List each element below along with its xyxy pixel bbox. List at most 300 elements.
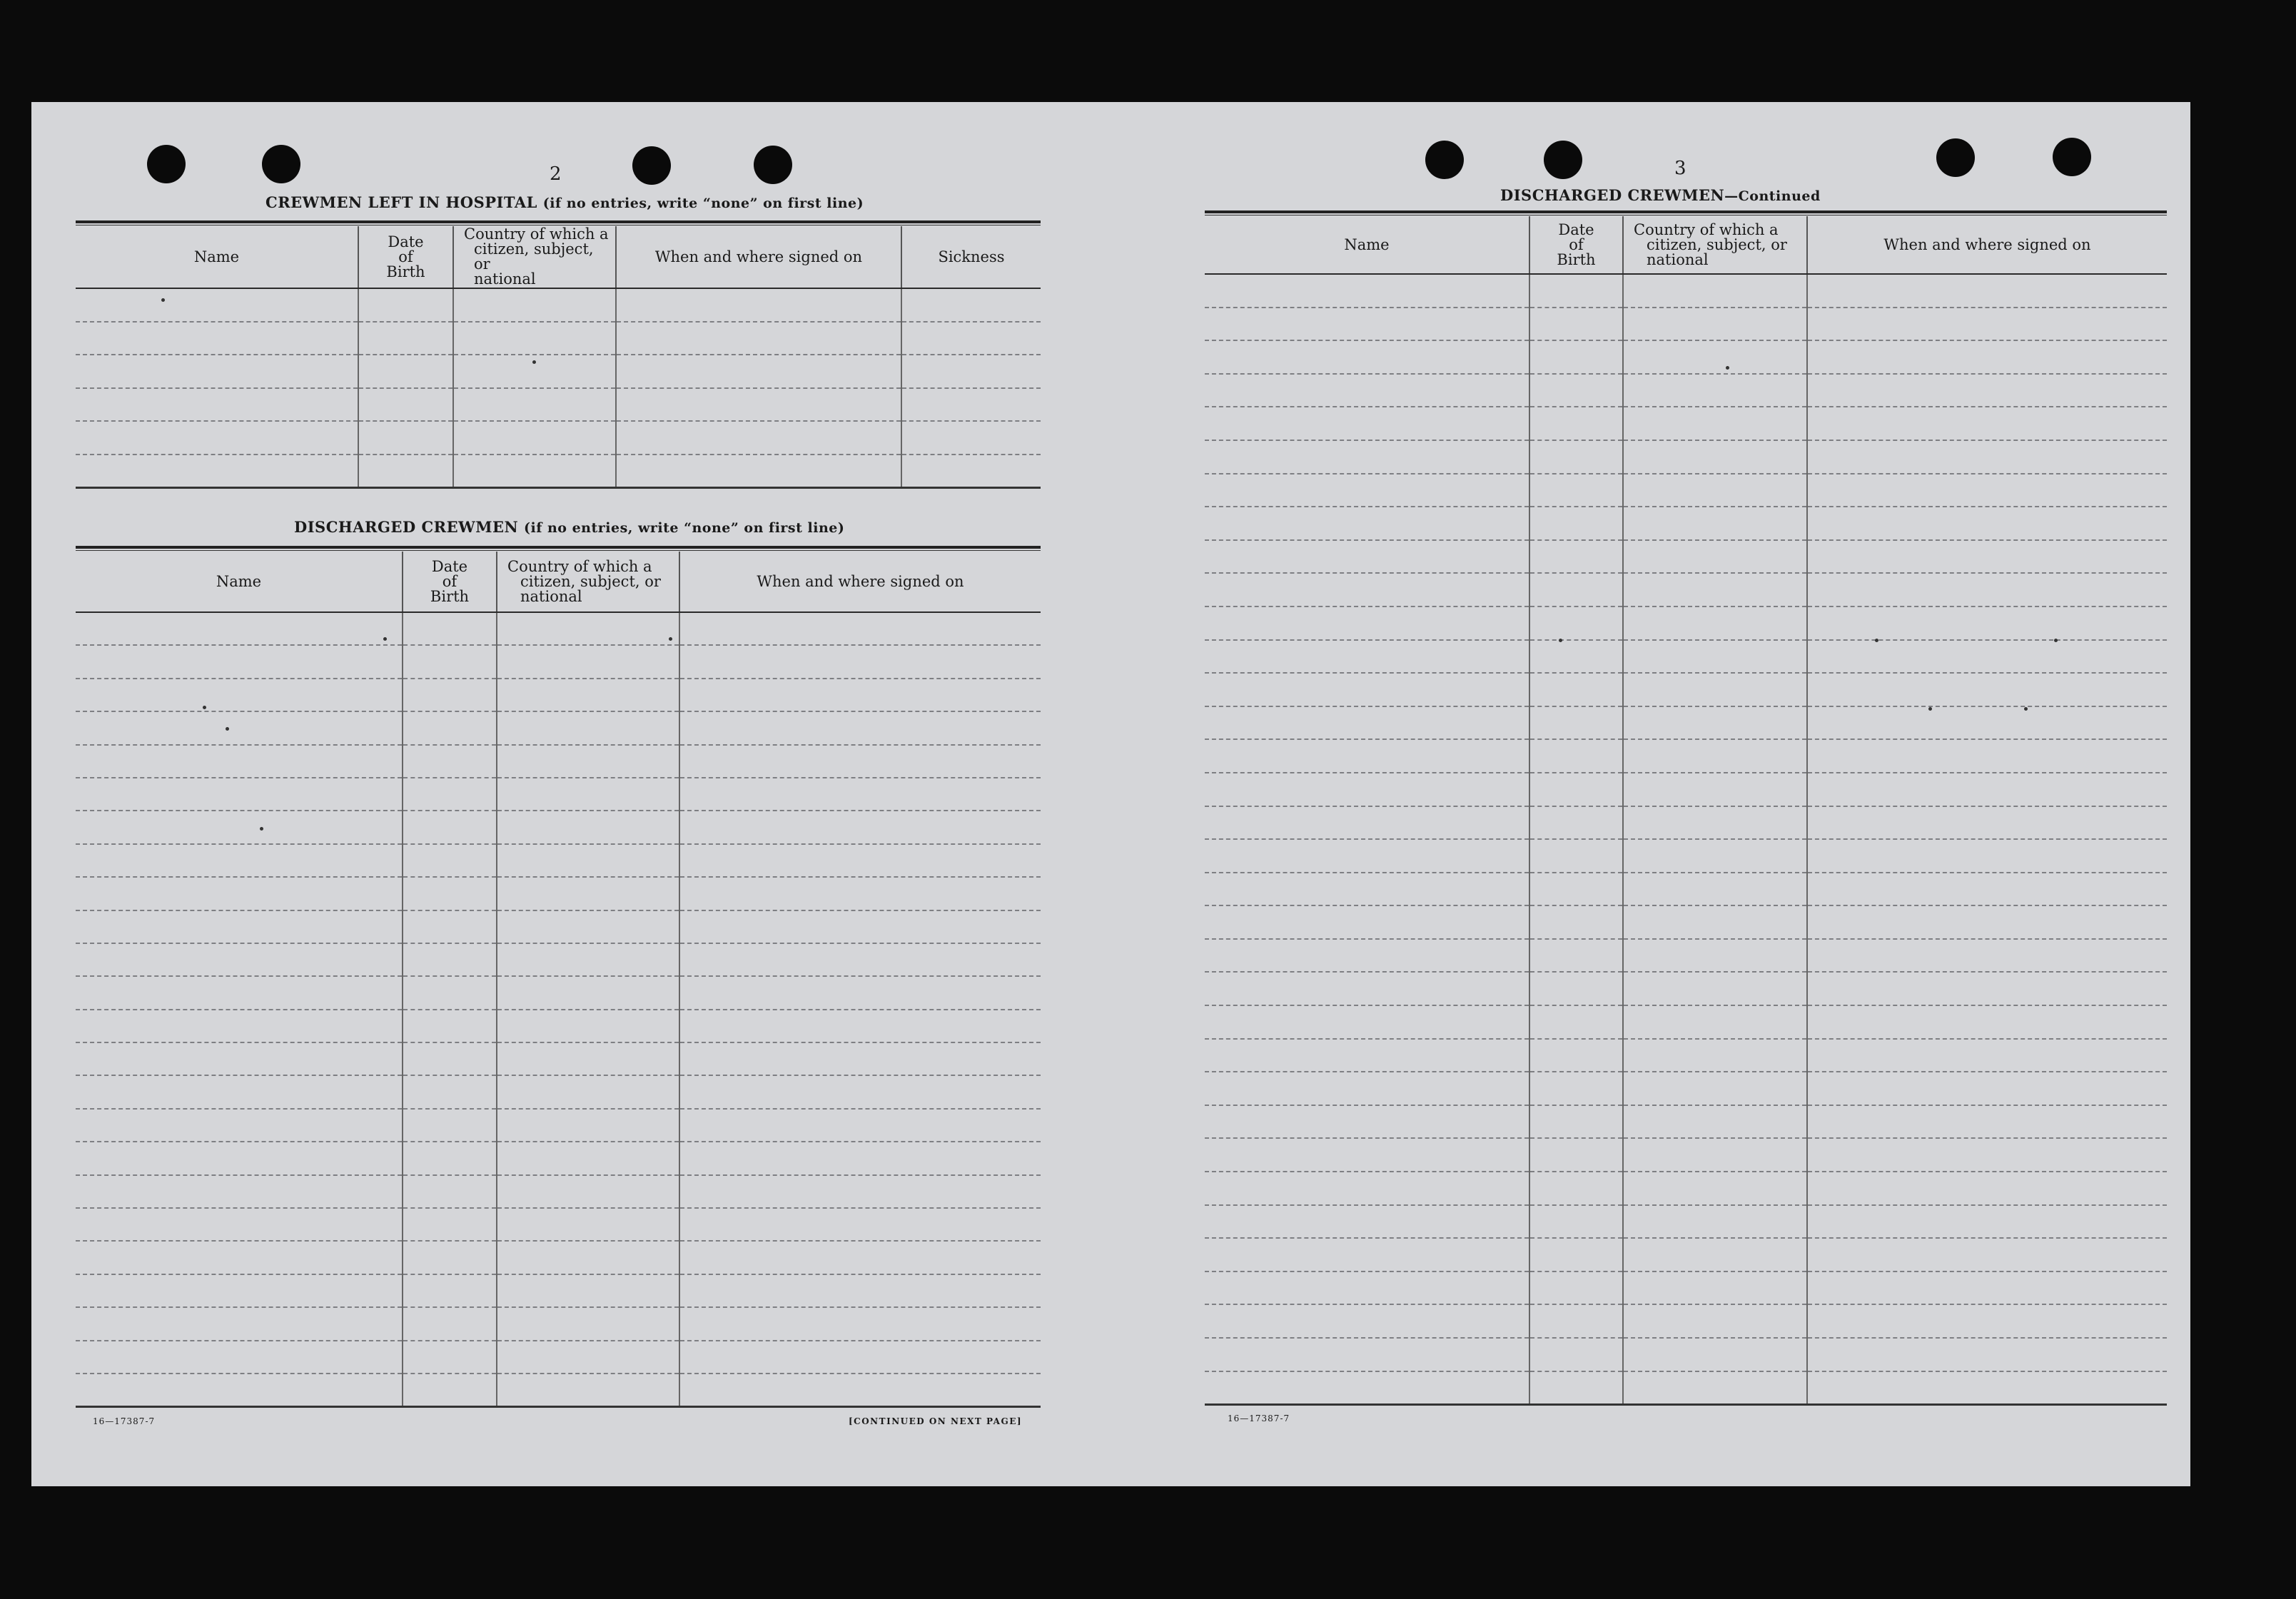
col-header-country [453, 226, 616, 288]
entry-cell [497, 778, 679, 811]
entry-cell [616, 288, 901, 322]
entry-cell [497, 612, 679, 645]
entry-cell [1205, 806, 1529, 840]
punch-hole [2053, 138, 2091, 176]
entry-cell [76, 1374, 403, 1406]
entry-cell [403, 1241, 497, 1274]
entry-cell [1623, 773, 1807, 806]
entry-row [1205, 440, 2167, 474]
entry-cell [1807, 673, 2167, 706]
entry-cell [1623, 905, 1807, 939]
entry-cell [1529, 374, 1623, 407]
entry-cell [1205, 1205, 1529, 1239]
entry-cell [1623, 739, 1807, 773]
entry-cell [1205, 540, 1529, 574]
entry-cell [1205, 1371, 1529, 1405]
entry-cell [1807, 972, 2167, 1005]
entry-cell [497, 1274, 679, 1307]
entry-cell [901, 288, 1041, 322]
entry-cell [1205, 1005, 1529, 1039]
entry-cell [497, 1142, 679, 1174]
entry-cell [1807, 308, 2167, 341]
entry-cell [403, 1307, 497, 1340]
entry-cell [1529, 440, 1623, 474]
discharged-title-note: (if no entries, write “none” on first line) [523, 520, 845, 536]
entry-cell [1807, 440, 2167, 474]
entry-row [1205, 374, 2167, 407]
entry-cell [1205, 274, 1529, 308]
entry-cell [76, 322, 358, 355]
entry-cell [1529, 1371, 1623, 1405]
section-title-text: DISCHARGED CREWMEN [1500, 186, 1725, 204]
entry-cell [1205, 606, 1529, 640]
entry-cell [1623, 1238, 1807, 1271]
entry-cell [403, 612, 497, 645]
entry-cell [1807, 905, 2167, 939]
entry-cell [453, 455, 616, 488]
entry-cell [1205, 1238, 1529, 1271]
entry-cell [679, 778, 1041, 811]
entry-cell [679, 1010, 1041, 1042]
entry-cell [1807, 407, 2167, 440]
entry-row [76, 455, 1041, 488]
entry-row [1205, 773, 2167, 806]
entry-row [1205, 1039, 2167, 1072]
hospital-title-text: CREWMEN LEFT IN HOSPITAL [265, 193, 537, 211]
col-header-name: Name [1205, 216, 1529, 274]
entry-cell [1807, 706, 2167, 740]
entry-cell [358, 388, 453, 422]
entry-row [76, 679, 1041, 711]
entry-cell [497, 1208, 679, 1241]
entry-cell [403, 679, 497, 711]
hospital-table [76, 226, 1041, 489]
entry-cell [1529, 806, 1623, 840]
entry-cell [1623, 1205, 1807, 1239]
entry-cell [1529, 573, 1623, 606]
entry-row [1205, 407, 2167, 440]
entry-cell [1529, 606, 1623, 640]
entry-cell [616, 455, 901, 488]
entry-cell [1529, 1338, 1623, 1371]
entry-cell [1623, 1304, 1807, 1338]
entry-cell [1529, 340, 1623, 374]
entry-cell [76, 288, 358, 322]
entry-cell [679, 1274, 1041, 1307]
entry-cell [403, 645, 497, 678]
country-line-1: Country of which a [464, 225, 609, 243]
entry-cell [76, 1274, 403, 1307]
col-header-date-of-birth [403, 552, 497, 612]
entry-cell [1205, 905, 1529, 939]
col-header-signed-on: When and where signed on [1807, 216, 2167, 274]
entry-cell [497, 1010, 679, 1042]
entry-cell [1623, 1172, 1807, 1205]
entry-row [1205, 474, 2167, 507]
entry-cell [403, 1075, 497, 1108]
entry-cell [1623, 308, 1807, 341]
entry-cell [453, 421, 616, 455]
entry-cell [1807, 1072, 2167, 1105]
entry-row [1205, 1371, 2167, 1405]
entry-row [1205, 340, 2167, 374]
ink-speck [669, 637, 672, 641]
entry-cell [1807, 374, 2167, 407]
entry-row [1205, 673, 2167, 706]
entry-cell [1529, 1238, 1623, 1271]
entry-cell [1205, 1072, 1529, 1105]
entry-cell [497, 1307, 679, 1340]
entry-cell [679, 645, 1041, 678]
entry-cell [497, 645, 679, 678]
entry-cell [76, 1241, 403, 1274]
entry-row [1205, 540, 2167, 574]
entry-cell [403, 1208, 497, 1241]
ink-speck [1559, 639, 1562, 642]
entry-cell [76, 1175, 403, 1208]
entry-cell [453, 322, 616, 355]
ink-speck [1928, 707, 1932, 711]
entry-cell [901, 421, 1041, 455]
entry-row [76, 1307, 1041, 1340]
entry-cell [358, 355, 453, 388]
form-sheet [31, 102, 2190, 1486]
entry-cell [1807, 573, 2167, 606]
ink-speck [1875, 639, 1878, 642]
entry-cell [76, 645, 403, 678]
entry-cell [616, 421, 901, 455]
punch-hole [1544, 141, 1582, 179]
entry-row [1205, 1172, 2167, 1205]
ink-speck [2054, 639, 2058, 642]
entry-cell [901, 355, 1041, 388]
entry-cell [497, 1042, 679, 1075]
entry-cell [76, 612, 403, 645]
discharged-continued-table [1205, 216, 2167, 1406]
entry-cell [679, 745, 1041, 778]
entry-cell [1807, 1005, 2167, 1039]
entry-cell [1529, 839, 1623, 873]
entry-row [1205, 706, 2167, 740]
entry-cell [76, 910, 403, 943]
entry-cell [679, 1341, 1041, 1374]
entry-cell [1623, 873, 1807, 906]
entry-cell [76, 455, 358, 488]
entry-cell [1529, 1205, 1623, 1239]
entry-cell [76, 1208, 403, 1241]
entry-cell [1807, 474, 2167, 507]
entry-cell [616, 322, 901, 355]
entry-cell [1623, 474, 1807, 507]
entry-cell [403, 711, 497, 744]
dob-line-1: Date [388, 233, 424, 250]
entry-cell [1529, 540, 1623, 574]
entry-cell [1623, 407, 1807, 440]
entry-row [1205, 507, 2167, 540]
entry-cell [1529, 773, 1623, 806]
entry-row [76, 612, 1041, 645]
entry-cell [1205, 773, 1529, 806]
entry-cell [1529, 706, 1623, 740]
entry-cell [76, 711, 403, 744]
entry-cell [1807, 1238, 2167, 1271]
entry-cell [679, 877, 1041, 910]
entry-cell [1807, 606, 2167, 640]
entry-row [1205, 839, 2167, 873]
entry-cell [679, 1075, 1041, 1108]
entry-row [76, 1042, 1041, 1075]
punch-hole [262, 145, 300, 183]
entry-cell [1529, 972, 1623, 1005]
entry-cell [497, 877, 679, 910]
entry-row [1205, 806, 2167, 840]
form-number: 16—17387-7 [93, 1416, 156, 1426]
entry-cell [1623, 573, 1807, 606]
entry-cell [1529, 939, 1623, 973]
entry-row [76, 1075, 1041, 1108]
entry-cell [1529, 1039, 1623, 1072]
country-line-1: Country of which a [1634, 220, 1779, 238]
entry-cell [76, 679, 403, 711]
entry-row [1205, 905, 2167, 939]
entry-cell [453, 288, 616, 322]
entry-row [1205, 606, 2167, 640]
entry-cell [1807, 1039, 2167, 1072]
punch-hole [632, 146, 671, 185]
entry-cell [403, 1341, 497, 1374]
entry-row [1205, 1072, 2167, 1105]
col-header-sickness: Sickness [901, 226, 1041, 288]
entry-cell [1529, 1271, 1623, 1305]
entry-cell [497, 1109, 679, 1142]
entry-cell [76, 1075, 403, 1108]
entry-cell [1205, 1271, 1529, 1305]
entry-cell [1205, 1039, 1529, 1072]
ink-speck [203, 706, 206, 709]
ink-speck [2024, 707, 2028, 711]
entry-cell [1623, 1039, 1807, 1072]
entry-row [76, 811, 1041, 843]
entry-row [1205, 640, 2167, 674]
ink-speck [1726, 366, 1729, 370]
discharged-title-text: DISCHARGED CREWMEN [294, 518, 519, 536]
entry-cell [1205, 739, 1529, 773]
entry-cell [679, 711, 1041, 744]
entry-cell [1807, 507, 2167, 540]
entry-cell [403, 1175, 497, 1208]
entry-row [76, 1374, 1041, 1406]
entry-cell [1623, 706, 1807, 740]
entry-cell [1623, 1105, 1807, 1139]
entry-row [76, 1241, 1041, 1274]
entry-cell [1807, 1338, 2167, 1371]
entry-cell [1807, 1371, 2167, 1405]
entry-cell [403, 811, 497, 843]
col-header-name: Name [76, 226, 358, 288]
entry-cell [76, 778, 403, 811]
dob-line-3: Birth [386, 263, 425, 280]
entry-cell [679, 1175, 1041, 1208]
entry-cell [679, 1042, 1041, 1075]
entry-cell [1205, 640, 1529, 674]
entry-cell [403, 1274, 497, 1307]
entry-cell [1205, 939, 1529, 973]
entry-cell [497, 1341, 679, 1374]
entry-row [76, 910, 1041, 943]
entry-cell [497, 811, 679, 843]
entry-cell [679, 1208, 1041, 1241]
entry-cell [1205, 1172, 1529, 1205]
entry-row [1205, 1271, 2167, 1305]
hospital-section-title [265, 193, 864, 211]
entry-cell [403, 943, 497, 976]
entry-cell [497, 1241, 679, 1274]
country-line-2: citizen, subject, or [1647, 235, 1787, 253]
discharged-continued-title [1500, 186, 1821, 204]
entry-cell [1529, 1005, 1623, 1039]
entry-cell [1623, 340, 1807, 374]
entry-row [1205, 939, 2167, 973]
entry-cell [1205, 706, 1529, 740]
dob-line-1: Date [431, 557, 468, 575]
entry-row [1205, 1205, 2167, 1239]
entry-cell [497, 910, 679, 943]
entry-cell [1205, 673, 1529, 706]
entry-row [76, 421, 1041, 455]
entry-cell [1807, 1138, 2167, 1172]
entry-cell [1807, 1172, 2167, 1205]
entry-cell [403, 745, 497, 778]
entry-cell [497, 745, 679, 778]
entry-cell [1529, 1138, 1623, 1172]
ink-speck [161, 298, 165, 302]
header-rule [76, 220, 1041, 223]
entry-cell [453, 355, 616, 388]
entry-row [76, 943, 1041, 976]
entry-cell [403, 877, 497, 910]
entry-cell [497, 1175, 679, 1208]
entry-row [76, 1341, 1041, 1374]
hospital-title-note: (if no entries, write “none” on first line) [542, 196, 864, 211]
entry-cell [1623, 606, 1807, 640]
entry-cell [403, 1010, 497, 1042]
entry-cell [1205, 308, 1529, 341]
entry-cell [497, 1374, 679, 1406]
entry-cell [1529, 1304, 1623, 1338]
ink-speck [383, 637, 387, 641]
dob-line-3: Birth [430, 587, 470, 605]
entry-cell [497, 976, 679, 1009]
entry-cell [1205, 474, 1529, 507]
entry-cell [679, 1109, 1041, 1142]
col-header-name: Name [76, 552, 403, 612]
entry-cell [1529, 308, 1623, 341]
entry-cell [1623, 374, 1807, 407]
entry-cell [358, 322, 453, 355]
entry-row [76, 1142, 1041, 1174]
entry-cell [1529, 905, 1623, 939]
entry-cell [497, 943, 679, 976]
entry-cell [1807, 1271, 2167, 1305]
entry-row [1205, 1338, 2167, 1371]
country-line-1: Country of which a [507, 557, 652, 575]
entry-cell [403, 1109, 497, 1142]
entry-cell [403, 910, 497, 943]
entry-row [76, 778, 1041, 811]
col-header-signed-on: When and where signed on [679, 552, 1041, 612]
entry-row [76, 976, 1041, 1009]
entry-cell [1807, 873, 2167, 906]
ink-speck [226, 727, 229, 731]
ink-speck [532, 360, 536, 364]
header-rule [76, 546, 1041, 549]
entry-cell [453, 388, 616, 422]
entry-cell [1807, 1105, 2167, 1139]
form-number: 16—17387-7 [1228, 1413, 1290, 1423]
entry-cell [1623, 540, 1807, 574]
entry-cell [1623, 806, 1807, 840]
entry-row [1205, 274, 2167, 308]
punch-hole [1936, 138, 1975, 177]
entry-cell [1205, 1304, 1529, 1338]
entry-cell [616, 355, 901, 388]
country-line-3: national [474, 270, 536, 288]
entry-cell [1623, 1005, 1807, 1039]
entry-cell [679, 844, 1041, 877]
entry-cell [403, 1142, 497, 1174]
page-number: 2 [550, 163, 562, 185]
dob-line-1: Date [1558, 220, 1594, 238]
entry-cell [679, 1307, 1041, 1340]
entry-cell [1807, 1304, 2167, 1338]
entry-row [76, 1208, 1041, 1241]
entry-cell [1529, 739, 1623, 773]
entry-cell [1529, 1105, 1623, 1139]
entry-cell [76, 811, 403, 843]
entry-cell [76, 1042, 403, 1075]
entry-cell [1529, 407, 1623, 440]
entry-cell [679, 1142, 1041, 1174]
col-header-country [1623, 216, 1807, 274]
punch-hole [1425, 141, 1464, 179]
entry-cell [1205, 374, 1529, 407]
entry-row [1205, 573, 2167, 606]
page-number: 3 [1674, 158, 1686, 179]
punch-hole [147, 145, 186, 183]
entry-cell [76, 943, 403, 976]
entry-cell [1205, 839, 1529, 873]
header-rule [76, 550, 1041, 551]
entry-cell [1623, 440, 1807, 474]
entry-cell [1807, 274, 2167, 308]
section-title-continued: —Continued [1724, 188, 1821, 204]
entry-row [76, 322, 1041, 355]
entry-cell [76, 844, 403, 877]
entry-cell [76, 976, 403, 1009]
entry-cell [1205, 972, 1529, 1005]
entry-cell [358, 421, 453, 455]
entry-cell [1623, 507, 1807, 540]
entry-cell [1623, 1072, 1807, 1105]
entry-cell [1205, 873, 1529, 906]
dob-line-3: Birth [1557, 250, 1596, 268]
entry-cell [1807, 773, 2167, 806]
entry-cell [616, 388, 901, 422]
entry-cell [76, 388, 358, 422]
entry-cell [679, 811, 1041, 843]
header-rule [1205, 210, 2167, 213]
entry-cell [497, 1075, 679, 1108]
